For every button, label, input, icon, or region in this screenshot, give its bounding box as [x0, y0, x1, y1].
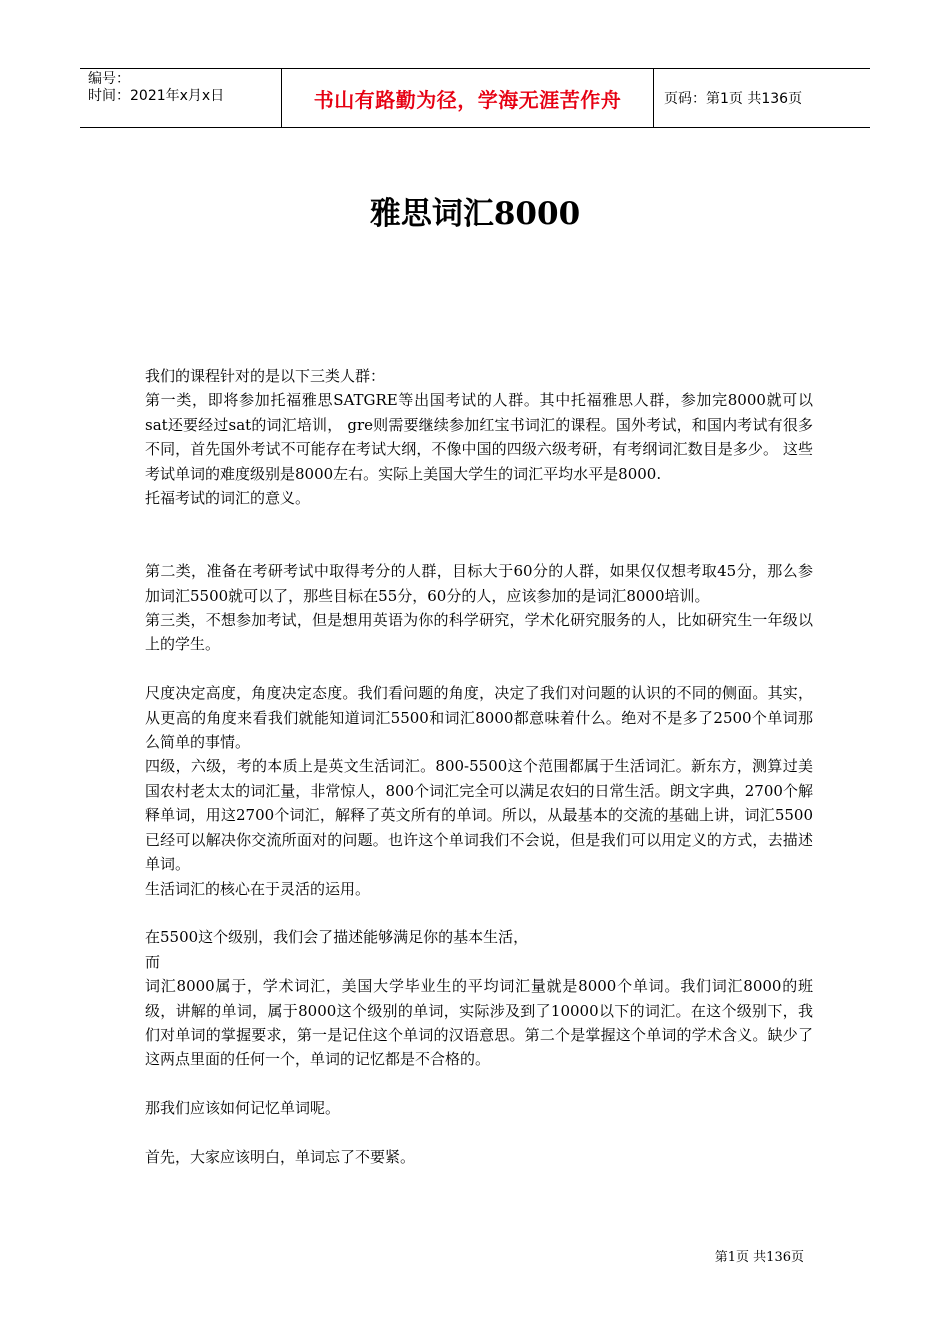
header-meta [80, 69, 282, 127]
spacer [145, 1072, 813, 1096]
header-time-label: 时间：2021年x月x日 [88, 88, 225, 104]
paragraph: 第二类，准备在考研考试中取得考分的人群，目标大于60分的人群，如果仅仅想考取45分，那么参加词汇5500就可以了，那些目标在55分，60分的人，应该参加的是词汇8000培训。 [145, 562, 813, 605]
paragraph: 四级，六级，考的本质上是英文生活词汇。800-5500这个范围都属于生活词汇。新东方，测算过美国农村老太太的词汇量，非常惊人，800个词汇完全可以满足农妇的日常生活。朗文字典，2700个解释单词，用这2700个词汇，解释了英文所有的单词。所以，从最基本的交流的基础上讲，词汇5500已经可以解决你交流所面对的问题。也许这个单词我们不会说，但是我们可以用定义的方式，去描述单词。 [145, 757, 813, 874]
document-header [80, 68, 870, 128]
paragraph: 第一类，即将参加托福雅思SATGRE等出国考试的人群。其中托福雅思人群，参加完8000就可以 sat还要经过sat的词汇培训， gre则需要继续参加红宝书词汇的课程。国外考试，和国内考试有很多不同，首先国外考试不可能存在考试大纲，不像中国的四级六级考研，有考纲词汇数目是多少。 这些考试单词的难度级别是8000左右。实际上美国大学生的词汇平均水平是8000. [145, 391, 813, 483]
spacer [145, 657, 813, 681]
paragraph: 在5500这个级别，我们会了描述能够满足你的基本生活， [145, 928, 529, 947]
paragraph: 首先，大家应该明白，单词忘了不要紧。 [145, 1147, 416, 1166]
spacer [145, 1121, 813, 1145]
document-body [145, 364, 813, 1169]
paragraph: 而 [145, 952, 161, 971]
paragraph: 尺度决定高度，角度决定态度。我们看问题的角度，决定了我们对问题的认识的不同的侧面。其实，从更高的角度来看我们就能知道词汇5500和词汇8000都意味着什么。绝对不是多了2500个单词那么简单的事情。 [145, 684, 813, 752]
spacer [145, 901, 813, 925]
spacer [145, 510, 813, 559]
paragraph: 我们的课程针对的是以下三类人群： [145, 367, 386, 385]
header-motto: 书山有路勤为径，学海无涯苦作舟 [282, 69, 654, 127]
paragraph: 生活词汇的核心在于灵活的运用。 [145, 879, 371, 898]
header-number-label: 编号： [88, 71, 130, 87]
header-page-code: 页码：第1页 共136页 [664, 91, 803, 107]
page-footer: 第1页 共136页 [714, 1250, 804, 1265]
paragraph: 词汇8000属于，学术词汇，美国大学毕业生的平均词汇量就是8000个单词。我们词汇8000的班级，讲解的单词，属于8000这个级别的单词，实际涉及到了10000以下的词汇。在这个级别下，我们对单词的掌握要求，第一是记住这个单词的汉语意思。第二个是掌握这个单词的学术含义。缺少了这两点里面的任何一个，单词的记忆都是不合格的。 [145, 977, 813, 1069]
paragraph: 托福考试的词汇的意义。 [145, 489, 311, 508]
document-title: 雅思词汇8000 [369, 196, 581, 232]
paragraph: 那我们应该如何记忆单词呢。 [145, 1099, 341, 1118]
paragraph: 第三类，不想参加考试，但是想用英语为你的科学研究，学术化研究服务的人，比如研究生一年级以上的学生。 [145, 611, 813, 654]
